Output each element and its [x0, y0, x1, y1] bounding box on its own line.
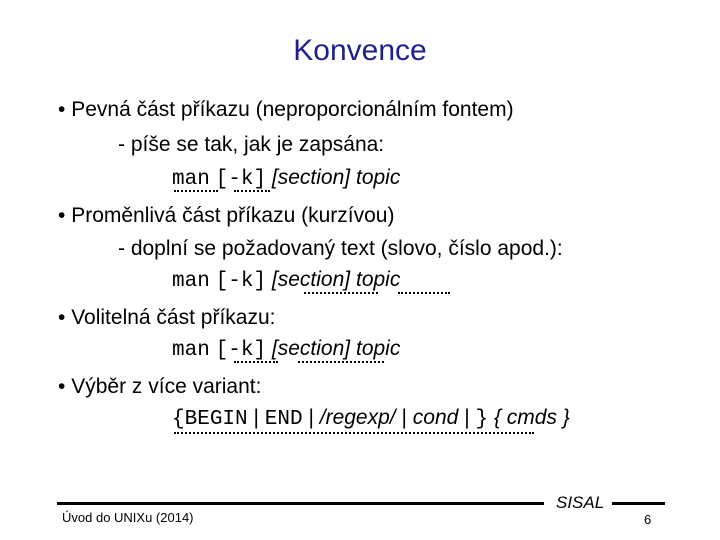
code-example: [172, 337, 400, 362]
dotted-underline: [174, 190, 218, 192]
bullet-marker: •: [58, 204, 66, 227]
sub-text: - píše se tak, jak je zapsána:: [118, 133, 385, 156]
sub-text: - doplní se požadovaný text (slovo, číslo apod.):: [118, 237, 563, 260]
choice-begin: BEGIN: [184, 408, 248, 431]
footer-rule: [612, 502, 665, 505]
choice-separator: |: [464, 406, 470, 429]
footer-rule: [57, 502, 544, 505]
code-section: [section]: [271, 166, 351, 189]
bullet-marker: •: [58, 375, 66, 398]
choice-cmds: { cmds }: [493, 406, 570, 429]
footer-course: Úvod do UNIXu (2014): [62, 510, 194, 525]
code-topic: topic: [355, 268, 401, 291]
dotted-underline: [234, 361, 278, 363]
bullet-text: Volitelná část příkazu:: [71, 306, 276, 329]
code-cmd: man: [172, 270, 210, 293]
dotted-underline: [234, 190, 270, 192]
footer-sisal: SISAL: [556, 493, 605, 512]
code-option: [-k]: [215, 270, 267, 293]
choice-separator: |: [401, 406, 407, 429]
code-section: [section]: [271, 268, 351, 291]
choice-open-brace: {: [172, 408, 185, 431]
choice-separator: |: [308, 406, 314, 429]
code-example: [172, 268, 400, 293]
bullet-item-variable: [58, 204, 394, 228]
page-number: 6: [644, 512, 652, 527]
choice-end: END: [264, 408, 303, 431]
dotted-underline: [398, 292, 450, 294]
choice-close-brace: }: [475, 408, 489, 431]
bullet-item-fixed: [58, 98, 514, 122]
dotted-underline: [304, 292, 378, 294]
bullet-marker: •: [58, 98, 66, 121]
slide-title: Konvence: [293, 34, 427, 67]
bullet-marker: •: [58, 306, 66, 329]
code-example: [172, 166, 400, 191]
code-cmd: man: [172, 339, 210, 362]
choice-cond: cond: [412, 406, 459, 429]
code-topic: topic: [355, 337, 401, 360]
bullet-item-choice: [58, 375, 261, 399]
bullet-item-optional: [58, 306, 275, 330]
choice-separator: |: [253, 406, 259, 429]
bullet-text: Pevná část příkazu (neproporcionálním fontem): [71, 98, 514, 121]
code-option: [-k]: [215, 339, 267, 362]
code-topic: topic: [355, 166, 401, 189]
dotted-underline: [298, 361, 384, 363]
code-cmd: man: [172, 168, 210, 191]
bullet-text: Proměnlivá část příkazu (kurzívou): [71, 204, 395, 227]
dotted-underline: [174, 432, 534, 434]
bullet-text: Výběr z více variant:: [71, 375, 262, 398]
code-section: [section]: [271, 337, 351, 360]
choice-regexp: /regexp/: [319, 406, 396, 429]
code-option: [-k]: [215, 168, 267, 191]
choice-example: [172, 406, 570, 431]
